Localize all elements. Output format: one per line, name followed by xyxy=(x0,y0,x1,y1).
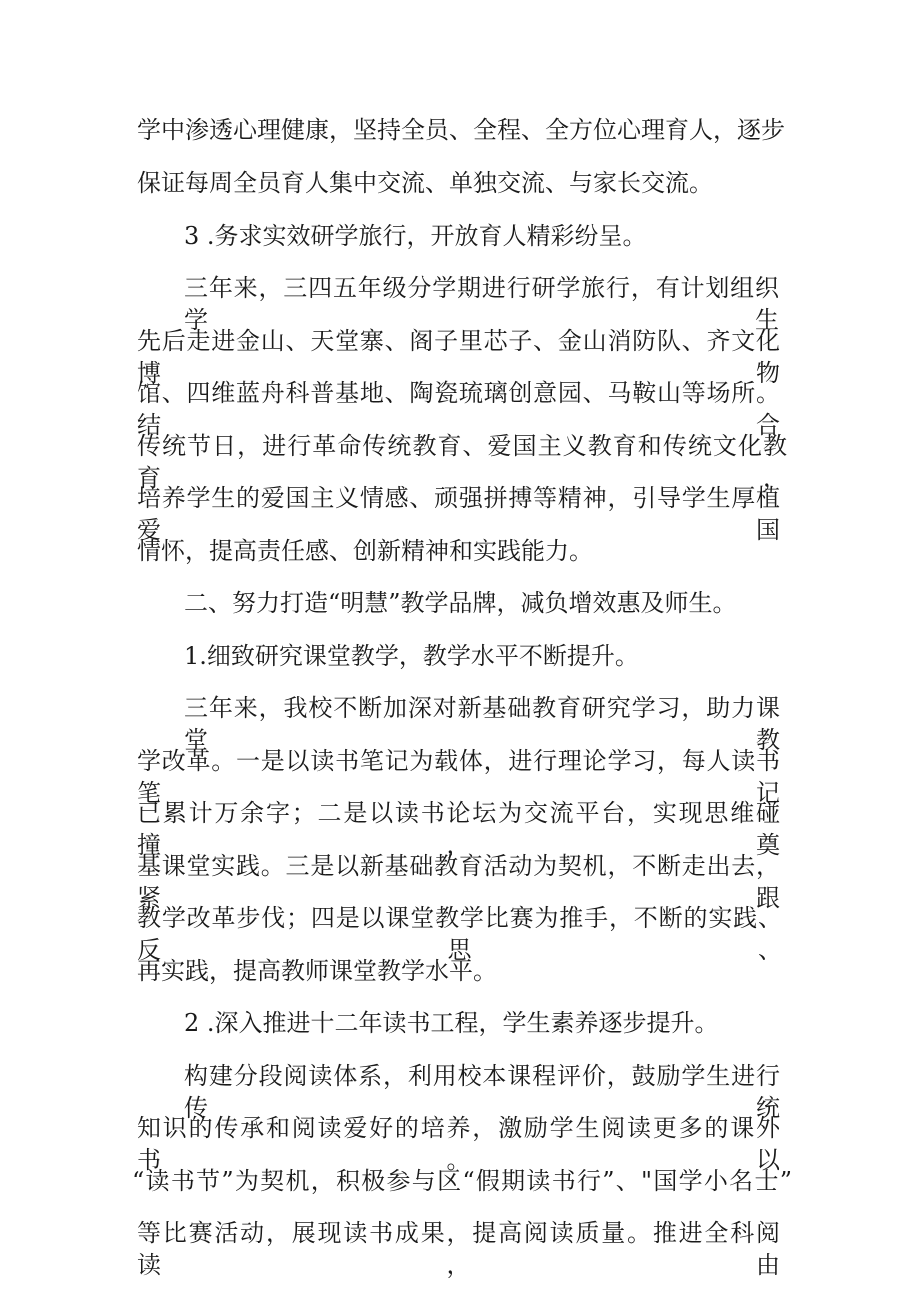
text-line: 三年来，我校不断加深对新基础教育研究学习，助力课堂教 xyxy=(184,694,780,754)
text-line: 先后走进金山、天堂寨、阁子里芯子、金山消防队、齐文化博物 xyxy=(137,327,780,387)
section-heading: 2 .深入推进十二年读书工程，学生素养逐步提升。 xyxy=(184,1009,719,1037)
text-line: 三年来，三四五年级分学期进行研学旅行，有计划组织学生 xyxy=(184,274,779,334)
text-line: 构建分段阅读体系，利用校本课程评价，鼓励学生进行传统 xyxy=(184,1062,780,1122)
section-heading: 二、努力打造“明慧”教学品牌，减负增效惠及师生。 xyxy=(184,589,737,617)
text-line: 学改革。一是以读书笔记为载体，进行理论学习，每人读书笔记 xyxy=(137,747,780,807)
section-heading: 1.细致研究课堂教学，教学水平不断提升。 xyxy=(184,642,639,670)
text-line: 保证每周全员育人集中交流、单独交流、与家长交流。 xyxy=(137,169,713,197)
text-line: 等比赛活动，展现读书成果，提高阅读质量。推进全科阅读，由 xyxy=(137,1219,780,1279)
section-heading: 3 .务求实效研学旅行，开放育人精彩纷呈。 xyxy=(184,222,647,250)
text-line: 知识的传承和阅读爱好的培养，激励学生阅读更多的课外书。以 xyxy=(137,1114,780,1174)
text-line: 已累计万余字；二是以读书论坛为交流平台，实现思维碰撞，奠 xyxy=(137,799,780,859)
text-line: 学中渗透心理健康，坚持全员、全程、全方位心理育人，逐步 xyxy=(137,116,785,144)
text-line: 情怀，提高责任感、创新精神和实践能力。 xyxy=(137,537,593,565)
text-line: “读书节”为契机，积极参与区“假期读书行”、"国学小名士” xyxy=(132,1167,792,1195)
text-line: 教学改革步伐；四是以课堂教学比赛为推手，不断的实践、反思、 xyxy=(137,904,782,964)
text-line: 传统节日，进行革命传统教育、爱国主义教育和传统文化教育， xyxy=(137,432,787,492)
text-line: 培养学生的爱国主义情感、顽强拼搏等精神，引导学生厚植爱国 xyxy=(137,484,780,544)
text-line: 馆、四维蓝舟科普基地、陶瓷琉璃创意园、马鞍山等场所。结合 xyxy=(137,379,780,439)
text-line: 基课堂实践。三是以新基础教育活动为契机，不断走出去，紧跟 xyxy=(137,852,780,912)
text-line: 再实践，提高教师课堂教学水平。 xyxy=(137,957,497,985)
